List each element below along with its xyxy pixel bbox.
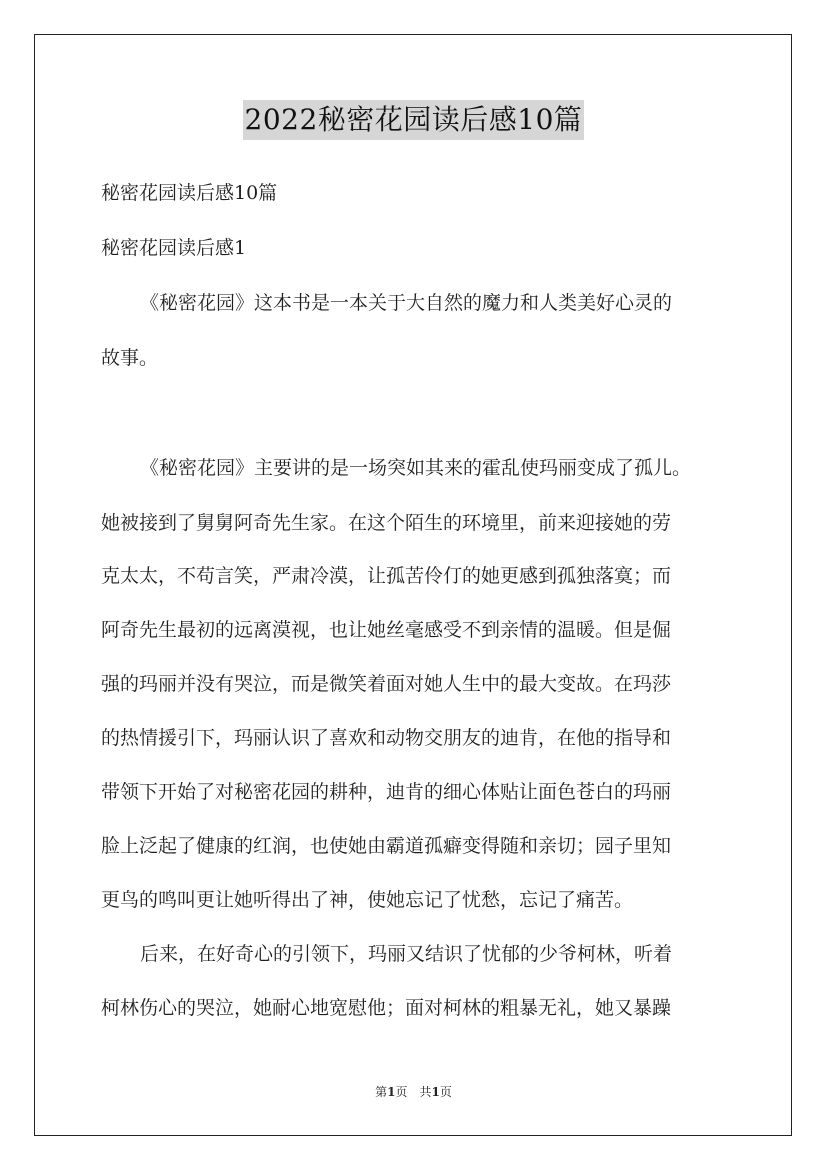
- paragraph-line: 后来，在好奇心的引领下，玛丽又结识了忧郁的少爷柯林，听着: [140, 943, 673, 965]
- paragraph-line: 《秘密花园》主要讲的是一场突如其来的霍乱使玛丽变成了孤儿。: [140, 457, 692, 479]
- footer-page-suffix: 页: [439, 1085, 452, 1099]
- document-title: 2022秘密花园读后感10篇: [243, 100, 585, 140]
- paragraph-line: 《秘密花园》这本书是一本关于大自然的魔力和人类美好心灵的: [140, 292, 673, 314]
- paragraph-line: 强的玛丽并没有哭泣，而是微笑着面对她人生中的最大变故。在玛莎: [101, 673, 672, 695]
- paragraph-line: 克太太，不苟言笑，严肃冷漠，让孤苦伶仃的她更感到孤独落寞；而: [101, 565, 672, 587]
- paragraph-line: 阿奇先生最初的远离漠视，也让她丝毫感受不到亲情的温暖。但是倔: [101, 619, 672, 641]
- footer-page-prefix: 第: [375, 1085, 388, 1099]
- document-subtitle: 秘密花园读后感10篇: [101, 182, 278, 204]
- page-footer: [0, 1083, 827, 1101]
- paragraph-line: 带领下开始了对秘密花园的耕种，迪肯的细心体贴让面色苍白的玛丽: [101, 781, 672, 803]
- paragraph-line: 她被接到了舅舅阿奇先生家。在这个陌生的环境里，前来迎接她的劳: [101, 512, 672, 534]
- footer-page-total: 1: [431, 1085, 440, 1099]
- footer-page-current: 1: [387, 1085, 396, 1099]
- title-container: [0, 100, 827, 140]
- footer-page-mid: 页 共: [395, 1085, 432, 1099]
- paragraph-line: 脸上泛起了健康的红润，也使她由霸道孤癖变得随和亲切；园子里知: [101, 835, 672, 857]
- paragraph-line: 故事。: [101, 347, 159, 369]
- paragraph-line: 柯林伤心的哭泣，她耐心地宽慰他；面对柯林的粗暴无礼，她又暴躁: [101, 997, 672, 1019]
- paragraph-line: 的热情援引下，玛丽认识了喜欢和动物交朋友的迪肯，在他的指导和: [101, 727, 672, 749]
- section-heading: 秘密花园读后感1: [101, 237, 247, 259]
- paragraph-line: 更鸟的鸣叫更让她听得出了神，使她忘记了忧愁，忘记了痛苦。: [101, 889, 634, 911]
